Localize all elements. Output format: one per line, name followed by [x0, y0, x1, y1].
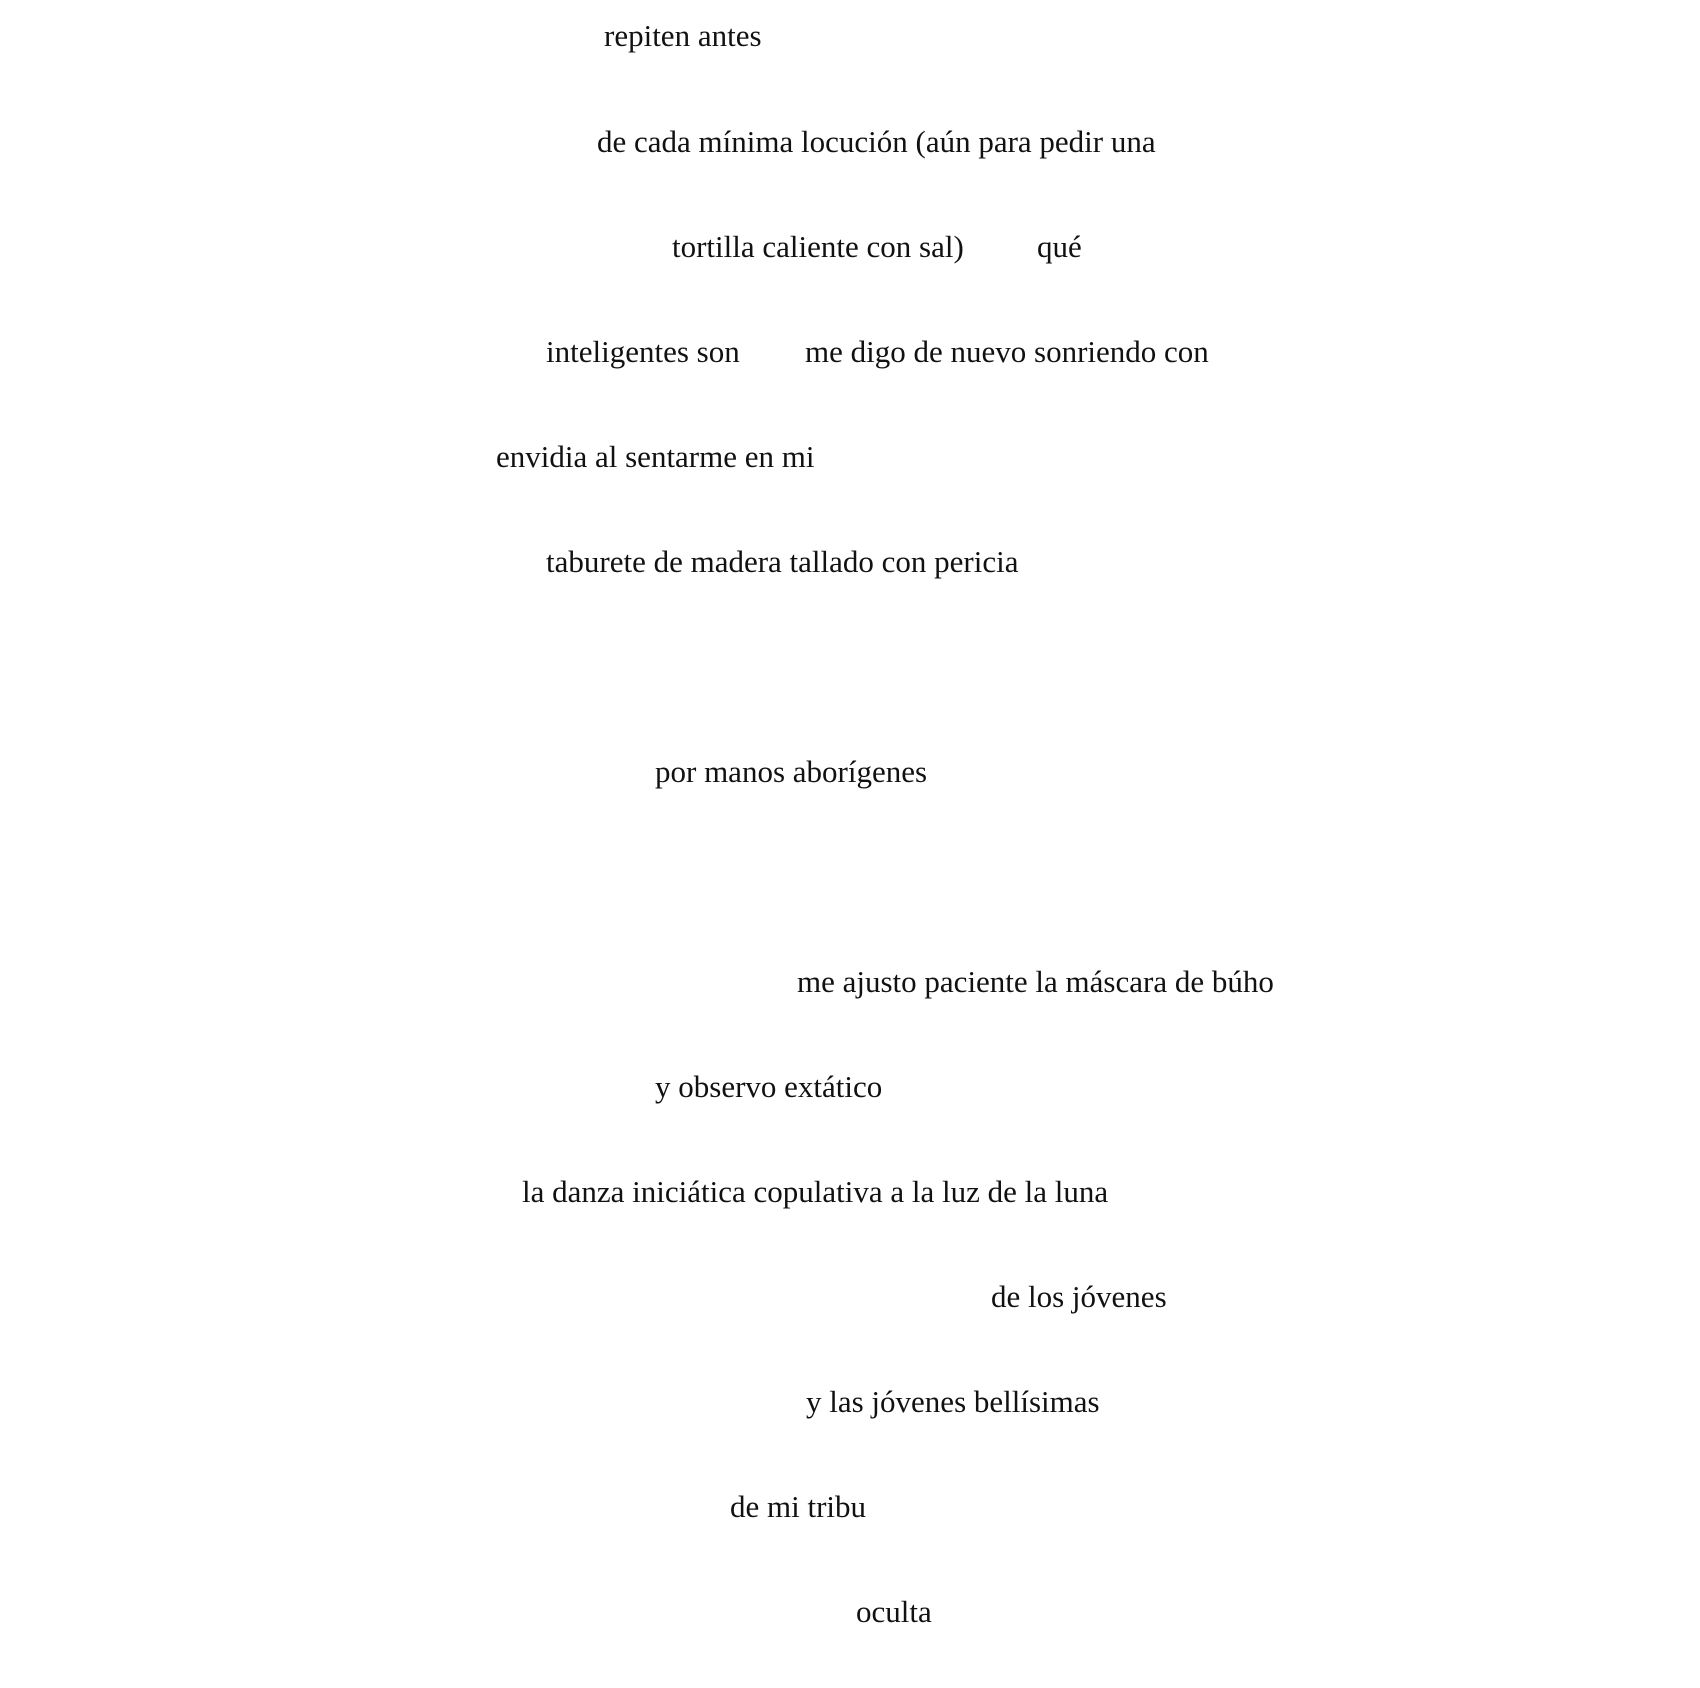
- poem-line-3: tortilla caliente con sal): [672, 229, 964, 264]
- poem-line-1: repiten antes: [604, 18, 762, 53]
- poem-line-7: por manos aborígenes: [655, 754, 928, 789]
- poem-line-14: oculta: [856, 1594, 932, 1629]
- poem-line-8: me ajusto paciente la máscara de búho: [797, 964, 1274, 999]
- poem-line-9: y observo extático: [655, 1069, 883, 1104]
- poem-line-3b: qué: [1037, 229, 1082, 264]
- poem-line-13: de mi tribu: [730, 1489, 867, 1524]
- poem-line-4b: me digo de nuevo sonriendo con: [805, 334, 1209, 369]
- poem-line-11: de los jóvenes: [991, 1279, 1167, 1314]
- poem-line-4: inteligentes son: [546, 334, 740, 369]
- poem-line-6: taburete de madera tallado con pericia: [546, 544, 1019, 579]
- poem-line-10: la danza iniciática copulativa a la luz de la luna: [522, 1174, 1109, 1209]
- poem-line-2: de cada mínima locución (aún para pedir una: [597, 124, 1156, 159]
- poem-line-12: y las jóvenes bellísimas: [806, 1384, 1100, 1419]
- poem-line-5: envidia al sentarme en mi: [496, 439, 815, 474]
